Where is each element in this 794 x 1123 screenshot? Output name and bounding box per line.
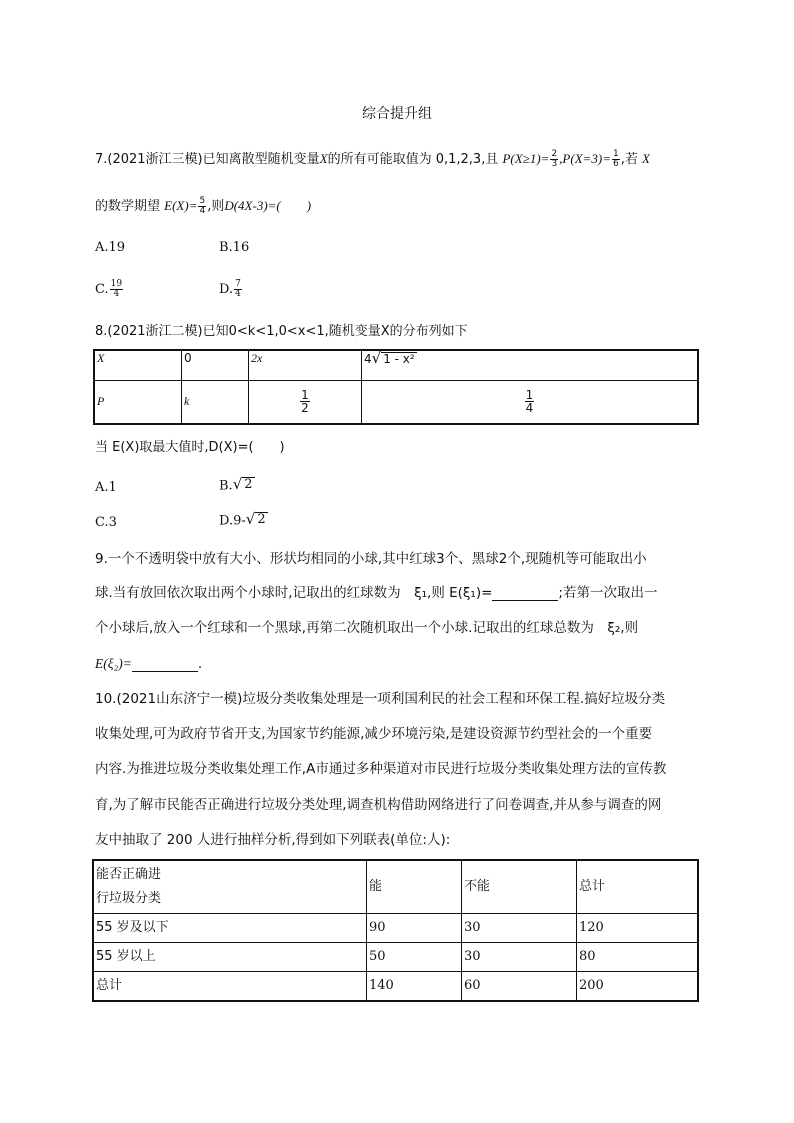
q7-line1 <box>95 150 650 169</box>
cell-value: 30 <box>462 943 577 972</box>
q10-line5: 友中抽取了 200 人进行抽样分析,得到如下列联表(单位:人): <box>95 832 451 848</box>
q7-line2 <box>95 197 311 216</box>
q8-row-x <box>94 350 698 380</box>
q7-p2-expr: ,P(X=3)= <box>559 151 612 166</box>
q7-ex-expr: E(X)= <box>164 198 198 213</box>
header-category: 能否正确进 行垃圾分类 <box>93 860 367 914</box>
q7-prefix: 7.(2021浙江三模)已知离散型随机变量 <box>95 152 320 167</box>
q7-p1-expr: P(X≥1)= <box>502 151 550 166</box>
q10-line1: 10.(2021山东济宁一模)垃圾分类收集处理是一项利国利民的社会工程和环保工程.搞好垃圾分类 <box>95 691 666 707</box>
q7-var-2: X <box>642 151 650 166</box>
q7-option-b: B.16 <box>219 240 250 255</box>
q10-contingency-table <box>92 859 699 1002</box>
q7-option-d-frac: $\frac{7}{4}$ <box>235 279 241 299</box>
cell-value: 140 <box>367 972 462 1002</box>
cell-value: 120 <box>577 914 699 943</box>
row-label: 55 岁及以下 <box>93 914 367 943</box>
q7-option-d: D. $\frac{7}{4}$ <box>219 279 241 299</box>
q7-option-a: A.19 <box>95 240 126 255</box>
q8-cell-p-k: k <box>182 380 249 424</box>
q8-distribution-table <box>93 349 699 425</box>
q8-question: 当 E(X)取最大值时,D(X)=( ) <box>95 440 285 455</box>
q8-cell-x-0: 0 <box>182 350 249 380</box>
cell-value: 30 <box>462 914 577 943</box>
q8-cell-p-label: P <box>94 380 182 424</box>
q7-option-c-frac: $\frac{19}{4}$ <box>110 279 123 299</box>
q8-option-c: C.3 <box>95 515 117 530</box>
section-title: 综合提升组 <box>362 106 432 122</box>
q7-p1-frac: $\frac{2}{3}$ <box>551 149 558 169</box>
q7-var: X <box>319 151 328 166</box>
q9-line1: 9.一个不透明袋中放有大小、形状均相同的小球,其中红球3个、黑球2个,现随机等可能取出小 <box>95 551 647 567</box>
q8-option-a: A.1 <box>95 480 117 495</box>
cell-value: 60 <box>462 972 577 1002</box>
q8-cell-p-half: $\frac{1}{2}$ <box>249 380 362 424</box>
header-no: 不能 <box>462 860 577 914</box>
table-row <box>93 972 698 1002</box>
q8-cell-p-quarter: $\frac{1}{4}$ <box>362 380 699 424</box>
table-row <box>93 943 698 972</box>
q8-option-b: B. √ 2 <box>219 475 253 494</box>
q10-line4: 育,为了解市民能否正确进行垃圾分类处理,调查机构借助网络进行了问卷调查,并从参与调查的网 <box>95 797 662 813</box>
q10-line2: 收集处理,可为政府节省开支,为国家节约能源,减少环境污染,是建设资源节约型社会的一个重要 <box>95 726 653 742</box>
q10-line3: 内容.为推进垃圾分类收集处理工作,A市通过多种渠道对市民进行垃圾分类收集处理方法的宣传教 <box>95 761 667 777</box>
q7-line2-end: ,则 <box>207 199 225 214</box>
q7-suffix: ,若 <box>620 152 638 167</box>
header-total: 总计 <box>577 860 699 914</box>
q8-row-p <box>94 380 698 424</box>
q9-line2: 球.当有放回依次取出两个小球时,记取出的红球数为 ξ₁,则 E(ξ₁)= ;若第一次取出一 <box>95 585 658 601</box>
q7-ex-frac: $\frac{5}{4}$ <box>199 196 206 216</box>
cell-value: 200 <box>577 972 699 1002</box>
q7-middle: 的所有可能取值为 0,1,2,3,且 <box>327 152 499 167</box>
q7-option-c: C. $\frac{19}{4}$ <box>95 279 123 299</box>
q9-line4: E(ξ₂)= . <box>95 656 203 672</box>
q9-blank-2[interactable] <box>132 659 198 672</box>
header-yes: 能 <box>367 860 462 914</box>
table-row <box>93 914 698 943</box>
row-label: 总计 <box>93 972 367 1002</box>
q7-dx-expr: D(4X-3)=( ) <box>224 198 312 213</box>
table-header-row <box>93 860 698 914</box>
q8-cell-x-sqrt: 4 √ 1 - x² <box>362 350 699 380</box>
q7-p2-frac: $\frac{1}{6}$ <box>613 149 619 169</box>
q8-stem: 8.(2021浙江二模)已知0<k<1,0<x<1,随机变量X的分布列如下 <box>95 324 468 339</box>
q8-option-d: D.9- √ 2 <box>219 510 266 529</box>
cell-value: 90 <box>367 914 462 943</box>
sqrt-symbol: √ 1 - x² <box>371 349 415 367</box>
q8-cell-x-label: X <box>94 350 182 380</box>
q8-cell-x-2x: 2x <box>249 350 362 380</box>
q9-line3: 个小球后,放入一个红球和一个黑球,再第二次随机取出一个小球.记取出的红球总数为 ξ₂,则 <box>95 620 639 636</box>
row-label: 55 岁以上 <box>93 943 367 972</box>
q7-line2-start: 的数学期望 <box>95 199 161 214</box>
q9-blank-1[interactable] <box>492 588 558 601</box>
cell-value: 80 <box>577 943 699 972</box>
cell-value: 50 <box>367 943 462 972</box>
